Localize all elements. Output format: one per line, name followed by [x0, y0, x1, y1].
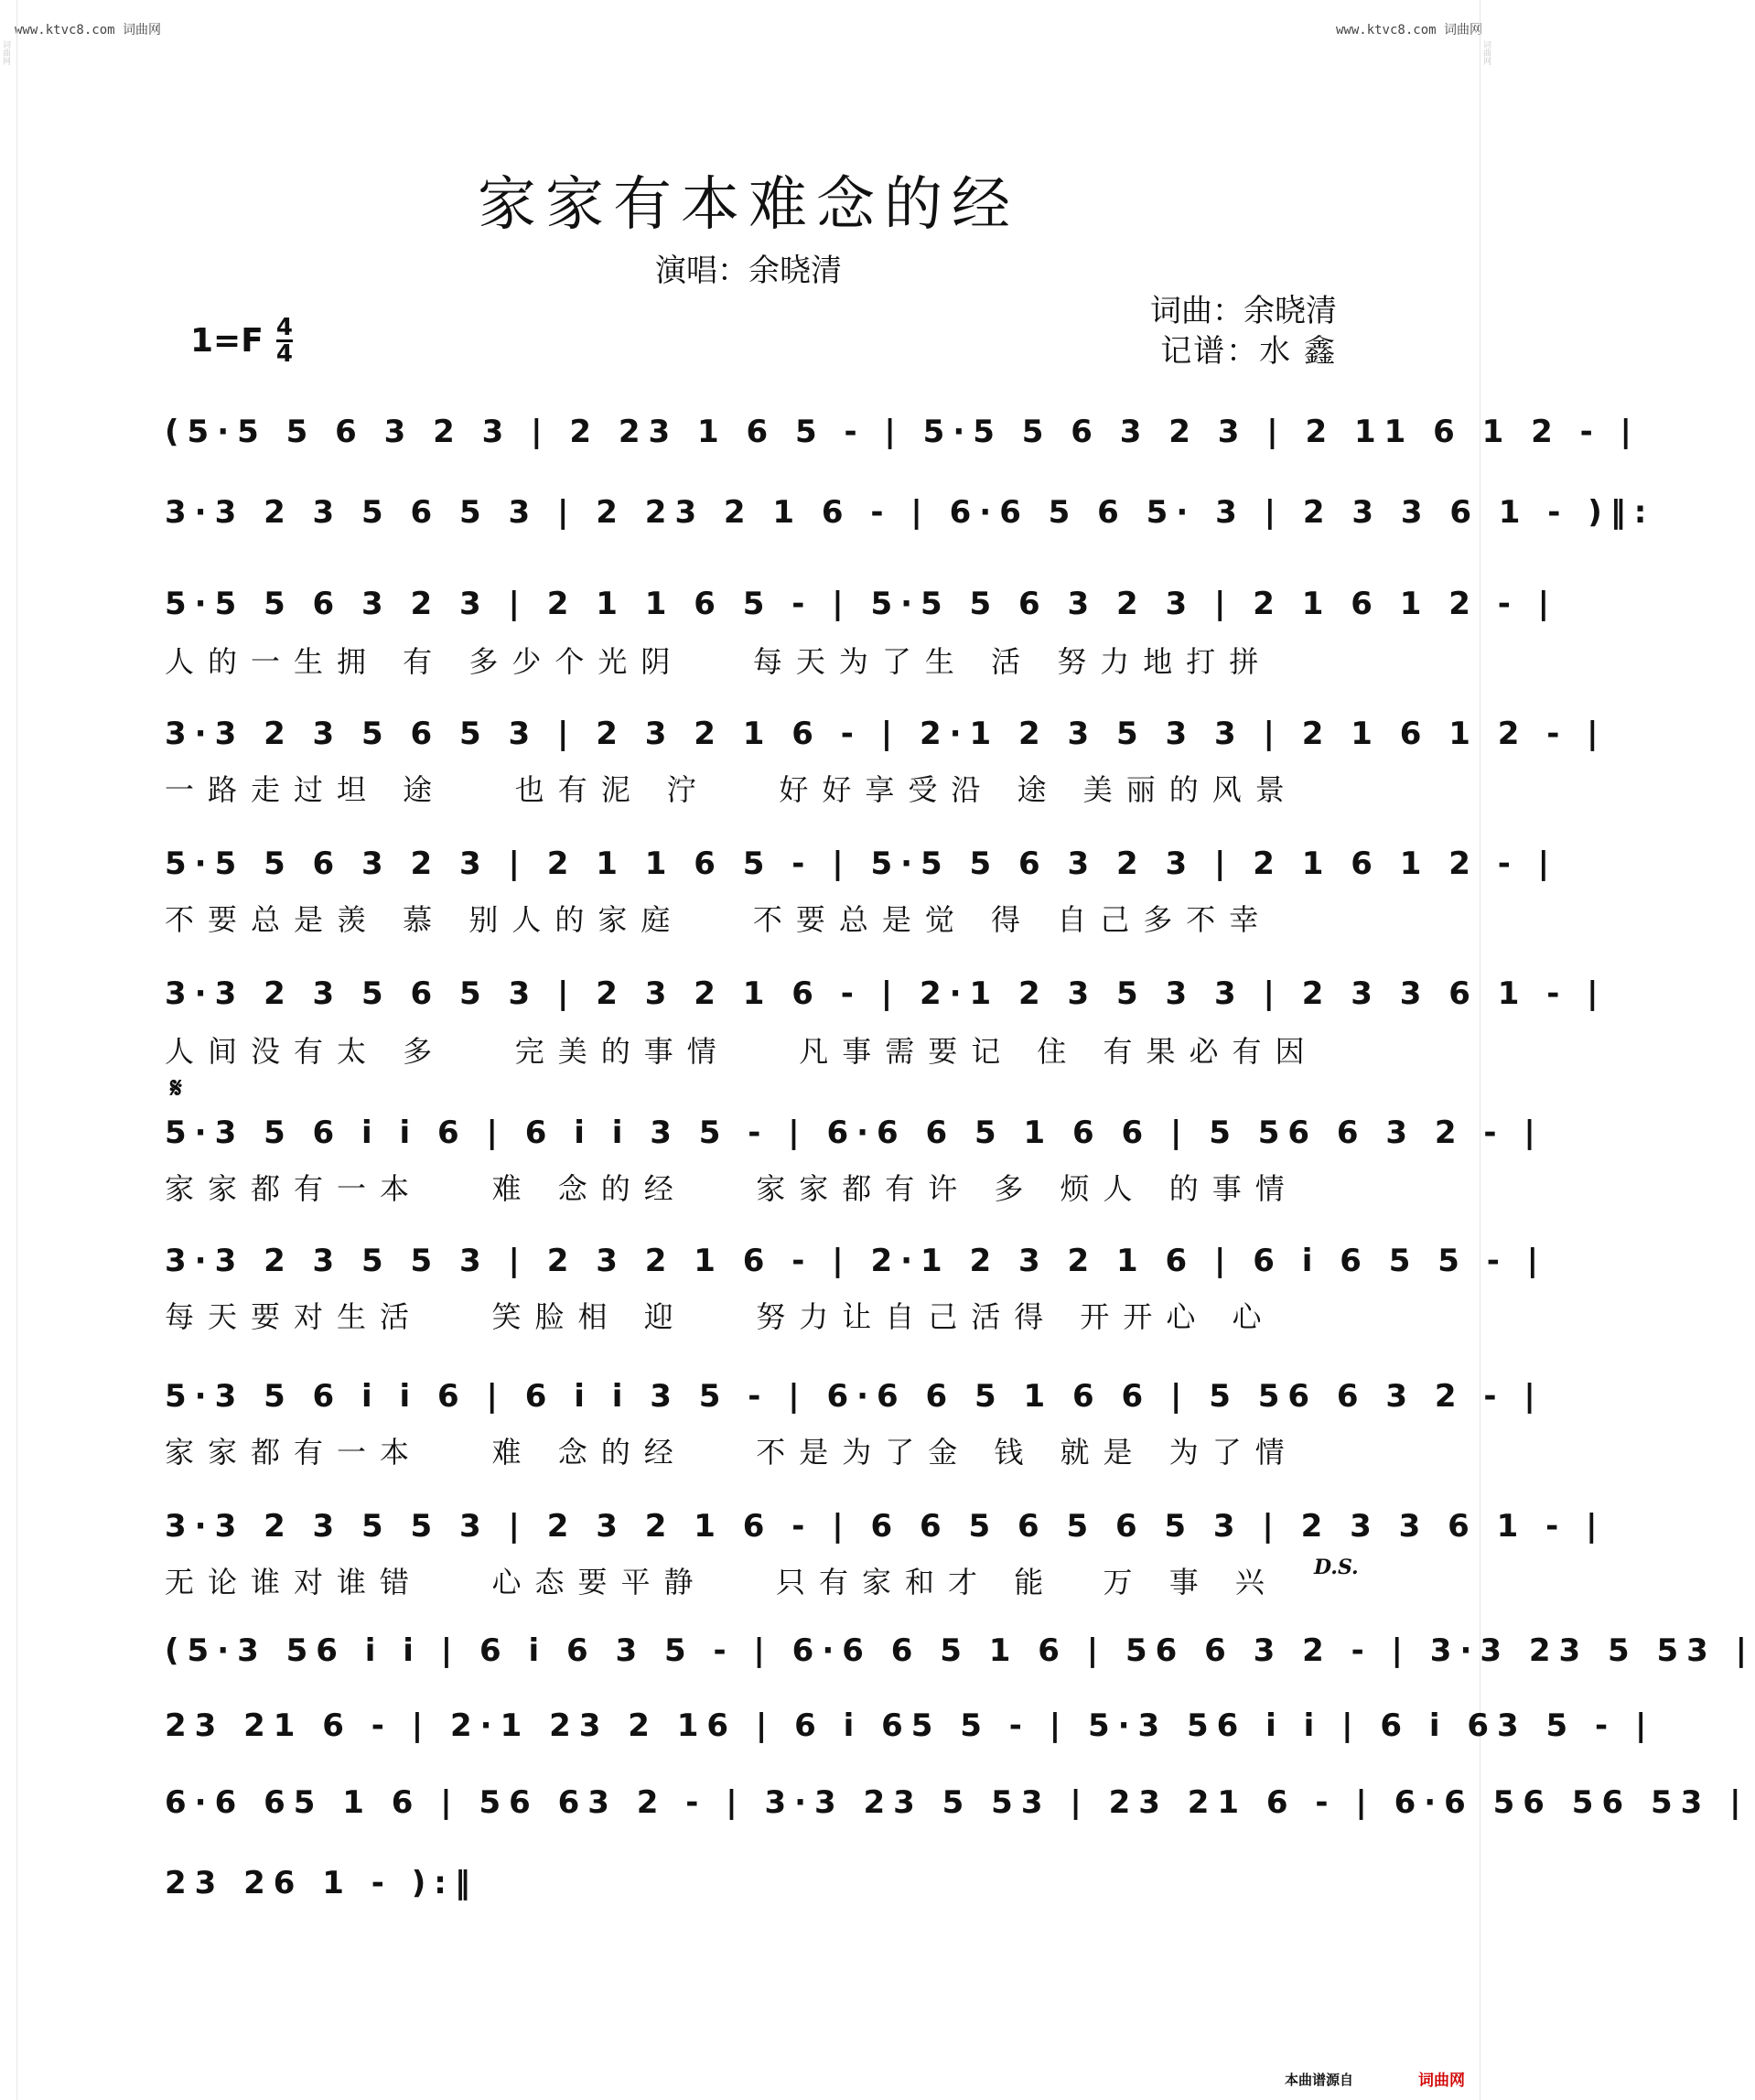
- left-strip-text: 词曲网: [1, 40, 10, 65]
- notation-line-8: 3·3 2 3 5 5 3 | 2 3 2 1 6 - | 2·1 2 3 2 1 6 | 6 i 6 5 5 - |: [165, 1243, 1547, 1279]
- notation-line-5: 5·5 5 6 3 2 3 | 2 1 1 6 5 - | 5·5 5 6 3 2 3 | 2 1 6 1 2 - |: [165, 845, 1558, 882]
- notation-credit: 记谱：水 鑫: [1160, 333, 1337, 370]
- time-signature-top: 4: [275, 314, 293, 341]
- song-title: 家家有本难念的经: [478, 171, 1019, 239]
- notation-line-12: 23 21 6 - | 2·1 23 2 16 | 6 i 65 5 - | 5·3 56 i i | 6 i 63 5 - |: [165, 1707, 1655, 1744]
- right-strip-text: 词曲网: [1481, 40, 1491, 65]
- ds-mark: D.S.: [1314, 1556, 1359, 1579]
- notation-line-3: 5·5 5 6 3 2 3 | 2 1 1 6 5 - | 5·5 5 6 3 2 3 | 2 1 6 1 2 - |: [165, 586, 1558, 622]
- lyric-line-4: 一路走过坦 途 也有泥 泞 好好享受沿 途 美丽的风景: [165, 772, 1298, 807]
- performer-credit: 演唱：余晓清: [655, 253, 842, 289]
- notation-line-1: (5·5 5 6 3 2 3 | 2 23 1 6 5 - | 5·5 5 6 3 2 3 | 2 11 6 1 2 - |: [165, 414, 1640, 450]
- lyric-line-5: 不要总是羡 慕 别人的家庭 不要总是觉 得 自己多不幸: [165, 902, 1273, 937]
- notation-line-11: (5·3 56 i i | 6 i 6 3 5 - | 6·6 6 5 1 6 | 56 6 3 2 - | 3·3 23 5 53 |: [165, 1632, 1755, 1669]
- key-signature: [190, 316, 293, 366]
- notation-line-13: 6·6 65 1 6 | 56 63 2 - | 3·3 23 5 53 | 23 21 6 - | 6·6 56 56 53 |: [165, 1784, 1750, 1821]
- time-signature-bottom: 4: [275, 340, 293, 368]
- time-signature: [276, 316, 293, 366]
- watermark-top-left: www.ktvc8.com 词曲网: [15, 23, 162, 38]
- lyric-line-3: 人的一生拥 有 多少个光阴 每天为了生 活 努力地打拼: [165, 644, 1273, 679]
- lyric-line-7: 家家都有一本 难 念的经 家家都有许 多 烦人 的事情: [165, 1171, 1298, 1206]
- notation-line-9: 5·3 5 6 i i 6 | 6 i i 3 5 - | 6·6 6 5 1 6 6 | 5 56 6 3 2 - |: [165, 1378, 1544, 1415]
- notation-line-7: 5·3 5 6 i i 6 | 6 i i 3 5 - | 6·6 6 5 1 6 6 | 5 56 6 3 2 - |: [165, 1115, 1544, 1151]
- left-watermark-strip: [0, 0, 17, 2100]
- lyric-line-9: 家家都有一本 难 念的经 不是为了金 钱 就是 为了情: [165, 1435, 1298, 1470]
- notation-line-2: 3·3 2 3 5 6 5 3 | 2 23 2 1 6 - | 6·6 5 6 5· 3 | 2 3 3 6 1 - )‖:: [165, 494, 1655, 531]
- notation-line-14: 23 26 1 - ):‖: [165, 1865, 479, 1901]
- lyric-line-6: 人间没有太 多 完美的事情 凡事需要记 住 有果必有因: [165, 1034, 1319, 1069]
- source-brand-link[interactable]: 词曲网: [1418, 2072, 1465, 2090]
- source-text: 本曲谱源自: [1285, 2072, 1354, 2088]
- notation-line-6: 3·3 2 3 5 6 5 3 | 2 3 2 1 6 - | 2·1 2 3 5 3 3 | 2 3 3 6 1 - |: [165, 975, 1607, 1012]
- key-text: 1=F: [190, 322, 264, 360]
- watermark-top-right: www.ktvc8.com 词曲网: [1335, 23, 1482, 38]
- lyric-line-8: 每天要对生活 笑脸相 迎 努力让自己活得 开开心 心: [165, 1299, 1276, 1334]
- notation-line-4: 3·3 2 3 5 6 5 3 | 2 3 2 1 6 - | 2·1 2 3 5 3 3 | 2 1 6 1 2 - |: [165, 716, 1607, 752]
- notation-line-10: 3·3 2 3 5 5 3 | 2 3 2 1 6 - | 6 6 5 6 5 6 5 3 | 2 3 3 6 1 - |: [165, 1508, 1606, 1545]
- segno-sign: 𝄋: [170, 1072, 182, 1104]
- lyric-line-10: 无论谁对谁错 心态要平静 只有家和才 能 万 事 兴: [165, 1565, 1278, 1599]
- lyrics-music-credit: 词曲：余晓清: [1150, 293, 1337, 329]
